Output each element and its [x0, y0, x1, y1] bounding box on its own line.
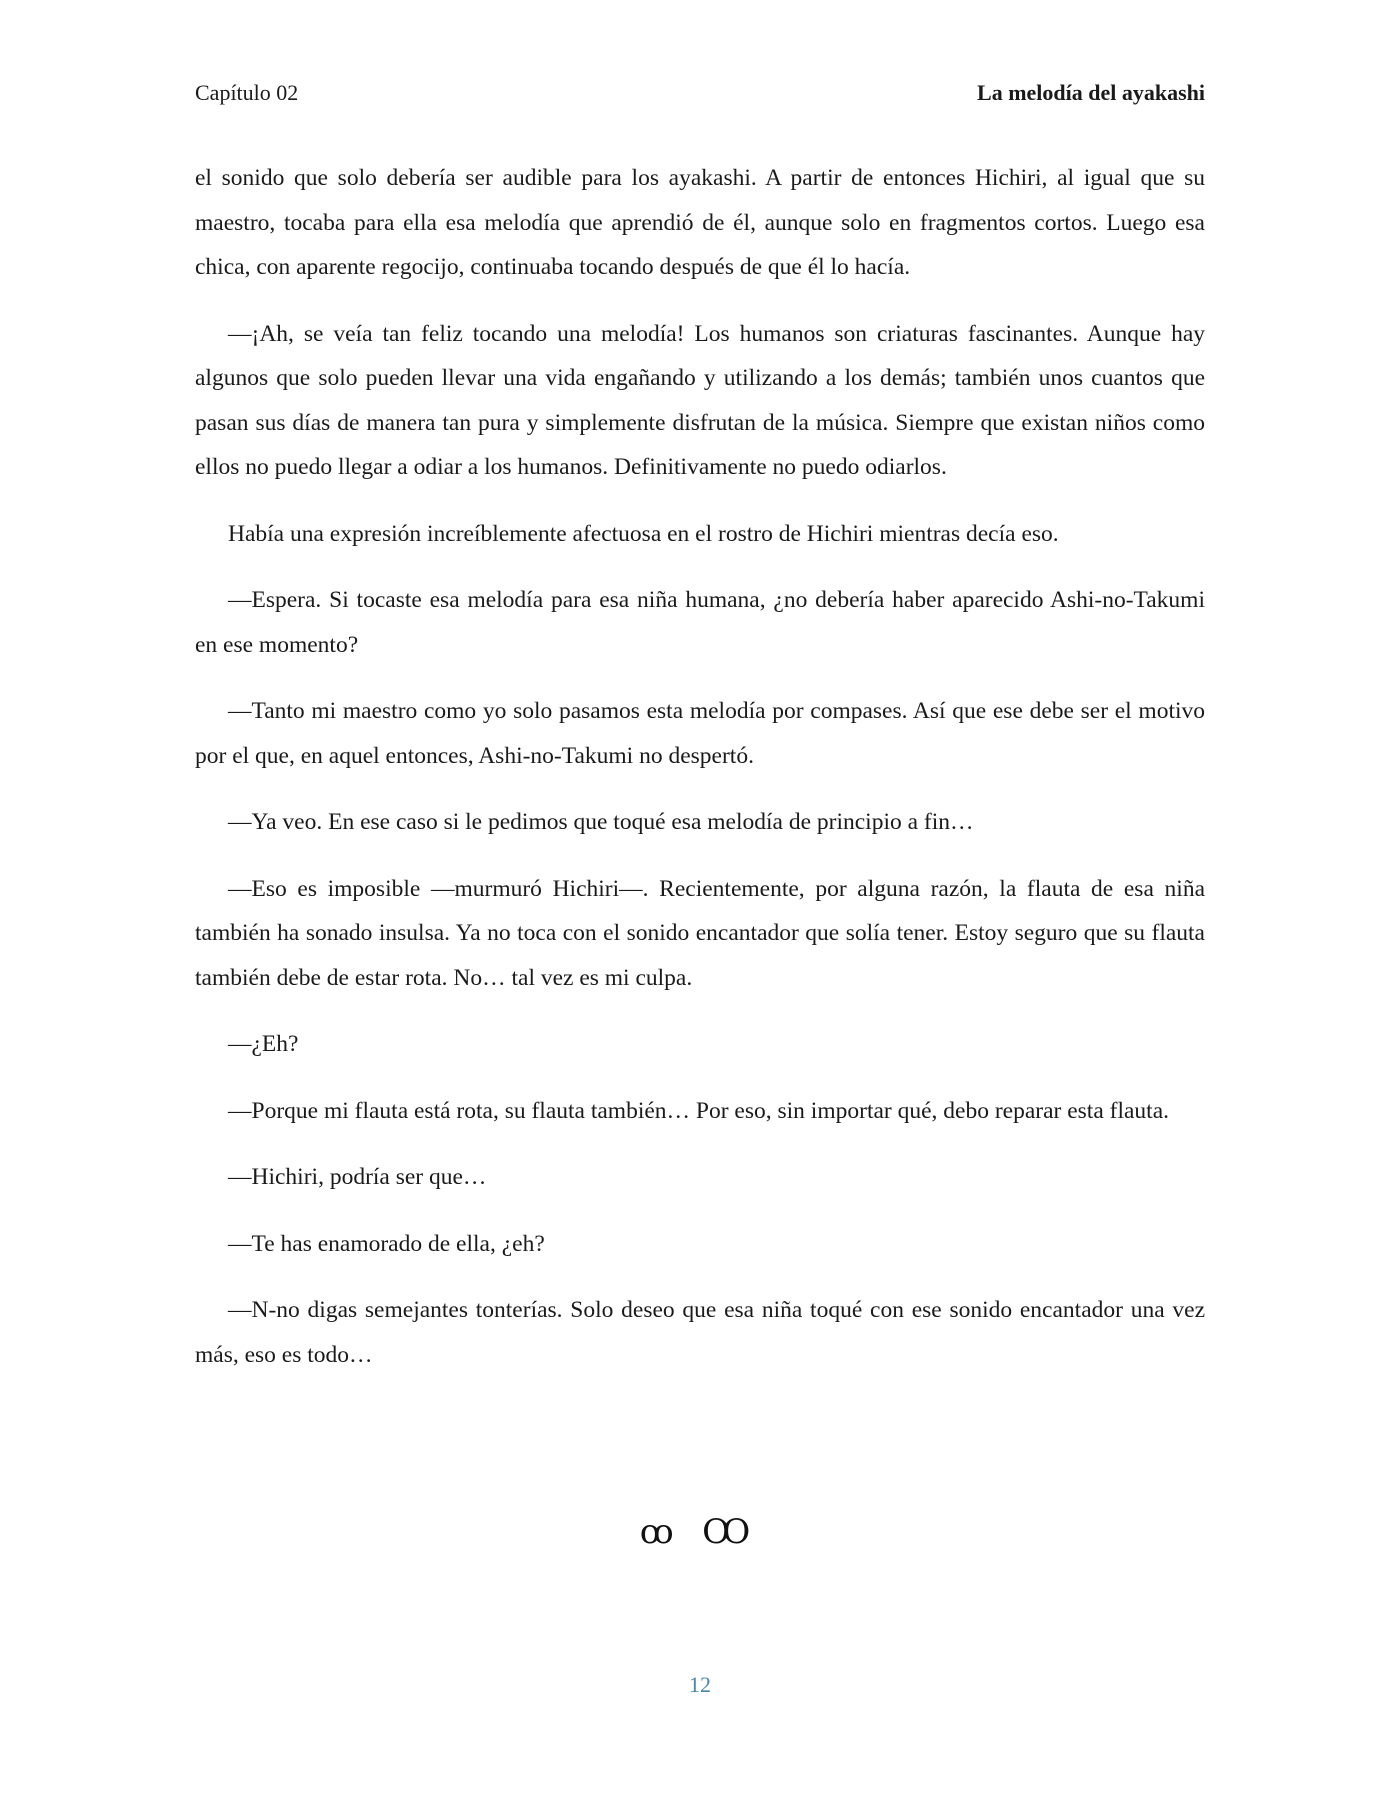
body-text	[195, 156, 1205, 1399]
paragraph-7: —Eso es imposible —murmuró Hichiri—. Recientemente, por alguna razón, la flauta de esa niña también ha sonado insulsa. Ya no toca con el sonido encantador que solía tener. Estoy seguro que su flauta también debe de estar rota. No… tal vez es mi culpa.	[195, 875, 1205, 991]
paragraph-6: —Ya veo. En ese caso si le pedimos que toqué esa melodía de principio a fin…	[228, 809, 974, 835]
paragraph-4: —Espera. Si tocaste esa melodía para esa niña humana, ¿no debería haber aparecido Ashi-no-Takumi en ese momento?	[195, 587, 1205, 658]
paragraph-9: —Porque mi flauta está rota, su flauta también… Por eso, sin importar qué, debo reparar esta flauta.	[228, 1097, 1170, 1124]
chapter-label: Capítulo 02	[195, 80, 299, 105]
paragraph-11: —Te has enamorado de ella, ¿eh?	[228, 1230, 545, 1257]
page-number: 12	[689, 1672, 711, 1697]
book-title: La melodía del ayakashi	[977, 80, 1205, 105]
paragraph-12: —N-no digas semejantes tonterías. Solo deseo que esa niña toqué con ese sonido encantador una vez más, eso es todo…	[195, 1297, 1205, 1368]
paragraph-8: —¿Eh?	[228, 1031, 299, 1057]
page-header	[195, 80, 1205, 112]
paragraph-5: —Tanto mi maestro como yo solo pasamos esta melodía por compases. Así que ese debe ser el motivo por el que, en aquel entonces, Ashi-no-Takumi no despertó.	[195, 698, 1205, 769]
paragraph-1: el sonido que solo debería ser audible para los ayakashi. A partir de entonces Hichiri, al igual que su maestro, tocaba para ella esa melodía que aprendió de él, aunque solo en fragmentos cortos. Luego esa chica, con aparente regocijo, continuaba tocando después de que él lo hacía.	[195, 165, 1205, 280]
paragraph-3: Había una expresión increíblemente afectuosa en el rostro de Hichiri mientras decía eso.	[228, 520, 1059, 547]
section-break-ornament-icon: ꝏ Ꝏ	[639, 1514, 761, 1551]
paragraph-2: —¡Ah, se veía tan feliz tocando una melodía! Los humanos son criaturas fascinantes. Aunque hay algunos que solo pueden llevar una vida engañando y utilizando a los demás; también unos cuantos que pasan sus días de manera tan pura y simplemente disfrutan de la música. Siempre que existan niños como ellos no puedo llegar a odiar a los humanos. Definitivamente no puedo odiarlos.	[195, 320, 1205, 480]
paragraph-10: —Hichiri, podría ser que…	[228, 1164, 487, 1190]
